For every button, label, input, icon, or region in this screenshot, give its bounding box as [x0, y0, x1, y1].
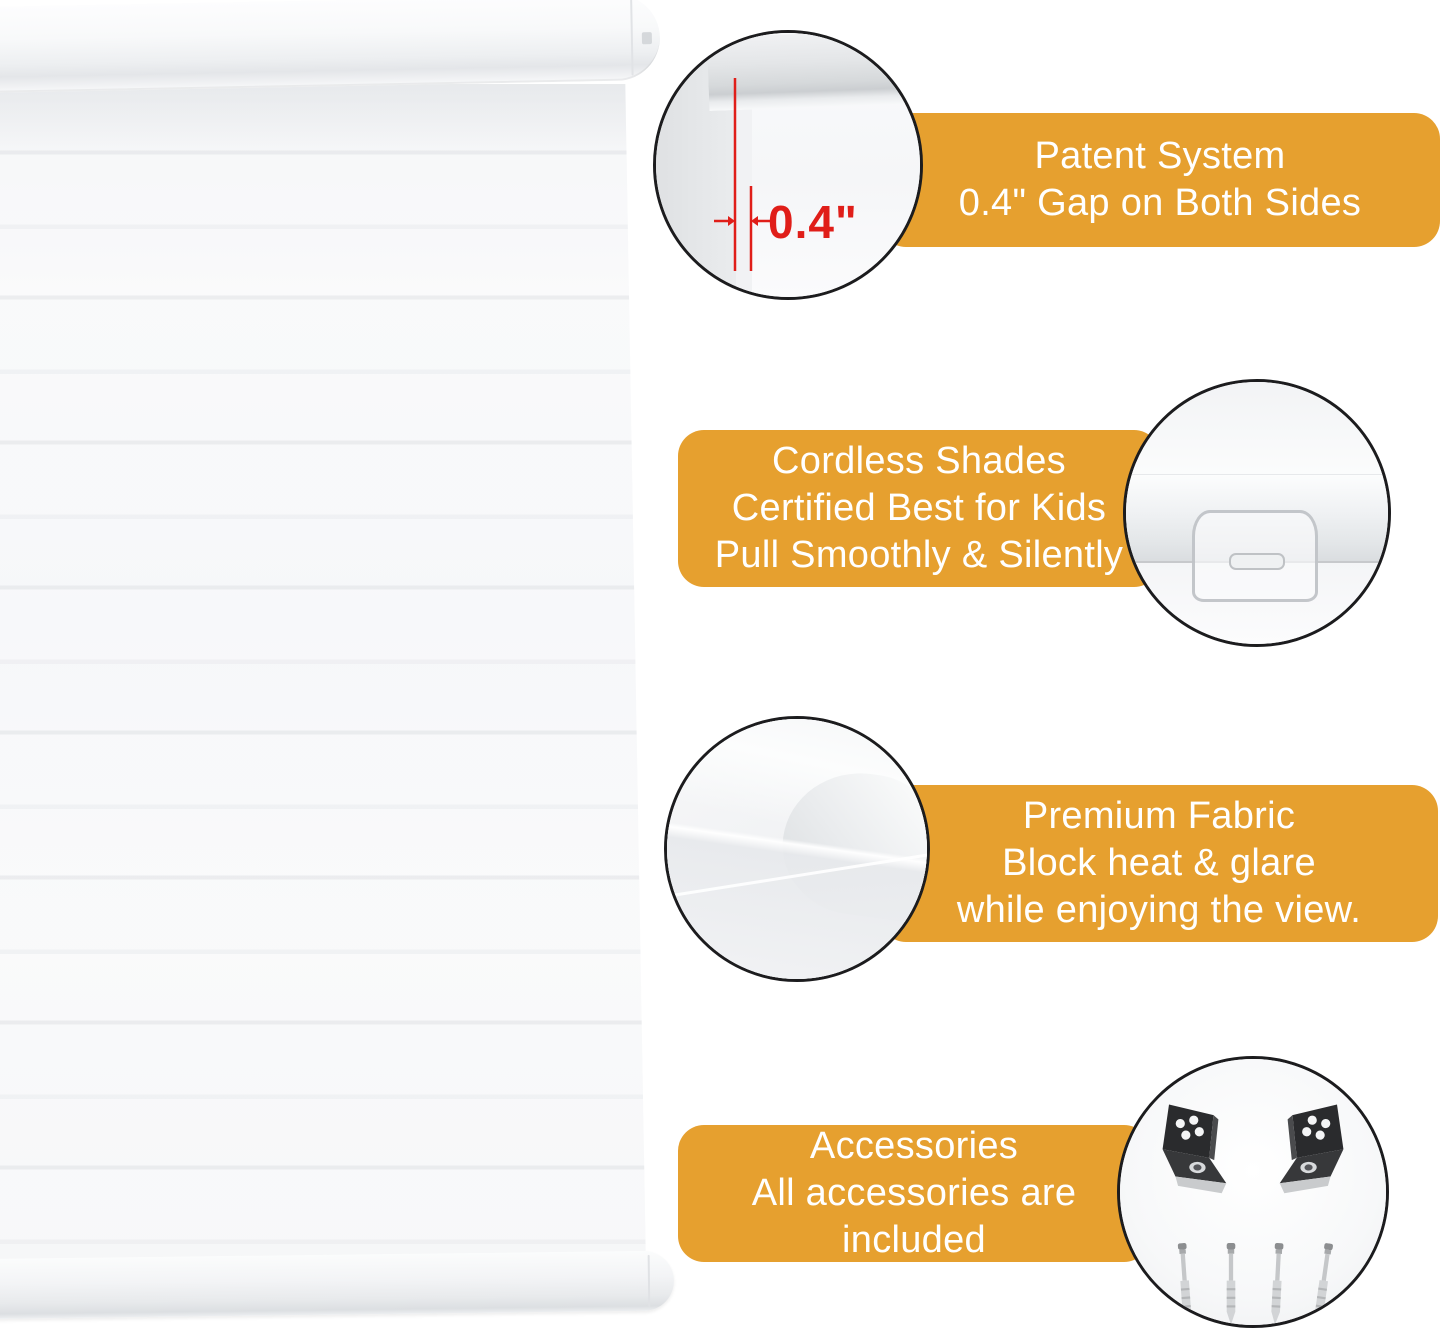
banner-patent-line-1: Patent System: [1034, 135, 1286, 177]
shade-headrail: [0, 0, 661, 93]
screw-anchor-icon: [1222, 1243, 1240, 1328]
banner-accessories: [678, 1125, 1150, 1262]
detail-circle-pull-handle: [1123, 379, 1391, 647]
banner-fabric-line-1: Premium Fabric: [1022, 795, 1296, 837]
shade-bottom-rail: [0, 1251, 674, 1319]
mounting-bracket-icon: [1263, 1101, 1360, 1210]
pull-handle-slot: [1229, 553, 1285, 570]
shade-fabric: [0, 84, 650, 1276]
banner-fabric-line-3: while enjoying the view.: [956, 889, 1362, 931]
bottom-rail-top-area: [1126, 382, 1388, 475]
banner-premium-fabric: [880, 785, 1438, 942]
banner-fabric-line-2: Block heat & glare: [1002, 842, 1316, 884]
fabric-fold-lower: [667, 719, 927, 979]
banner-cordless-line-1: Cordless Shades: [772, 440, 1066, 482]
banner-accessories-line-2: All accessories are included: [751, 1172, 1077, 1261]
detail-circle-fabric: [664, 716, 930, 982]
banner-patent-line-2: 0.4" Gap on Both Sides: [958, 182, 1362, 224]
banner-cordless-line-2: Certified Best for Kids: [731, 487, 1107, 529]
gap-measurement-label: 0.4": [768, 196, 858, 248]
banner-cordless-line-3: Pull Smoothly & Silently: [714, 534, 1124, 576]
mounting-bracket-icon: [1145, 1101, 1242, 1210]
shade-product-photo: [0, 0, 672, 1331]
detail-circle-side-gap: [653, 30, 923, 300]
banner-accessories-line-1: Accessories: [809, 1125, 1019, 1167]
detail-circle-accessories: [1117, 1056, 1389, 1328]
measurement-arrows-icon: [656, 33, 920, 297]
banner-cordless-shades: [678, 430, 1160, 587]
banner-patent-system: [880, 113, 1440, 247]
clear-pull-handle: [1192, 510, 1318, 602]
